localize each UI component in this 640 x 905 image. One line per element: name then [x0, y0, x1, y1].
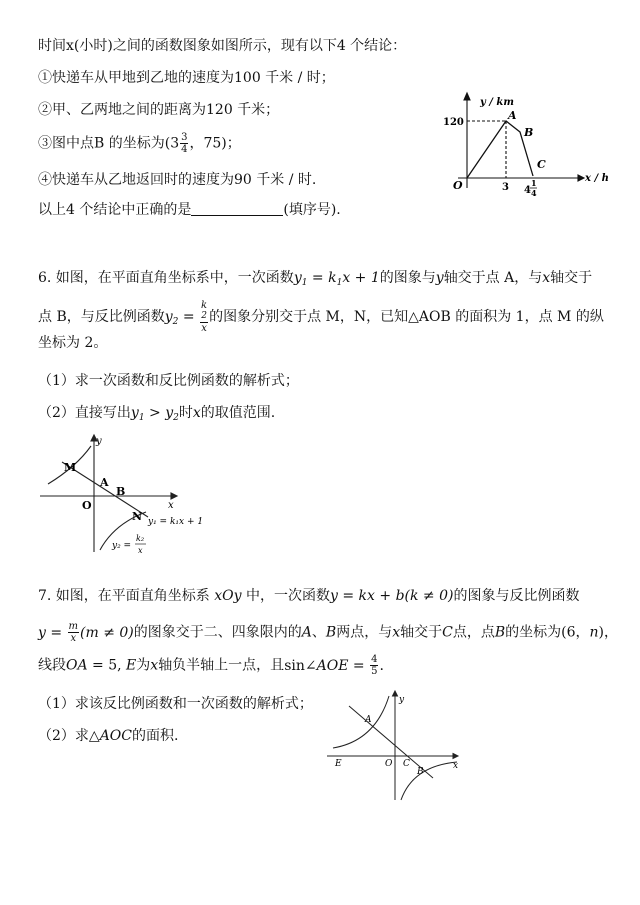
p7-l2-g: )， — [598, 624, 618, 641]
p6-label-A: A — [100, 476, 109, 489]
p5-xtick-4-den: 4 — [531, 188, 537, 198]
p5-y-arrow — [464, 93, 470, 100]
p5-c3-frac-num: 3 — [181, 132, 188, 143]
p7-l2-b: 、 — [311, 624, 326, 641]
p5-question-text: 以上4 个结论中正确的是 — [38, 202, 192, 218]
p6-question-2: （2）直接写出$y_1 > y_2$时x的取值范围. — [38, 405, 276, 423]
p7-l2-f: 的坐标为(6， — [505, 624, 590, 641]
p6-eq-inverse: $y_2$ = k 2 x — [164, 300, 208, 334]
p7-eq-linear: y = kx + b(k ≠ 0) — [330, 588, 454, 604]
p6-q2-b: 时 — [178, 405, 193, 421]
p6-x-arrow — [171, 493, 177, 499]
p5-xtick-4-int: 4 — [524, 185, 531, 196]
p6-label-y: y — [96, 436, 102, 447]
p5-intro: 时间x(小时)之间的函数图象如图所示，现有以下4 个结论： — [38, 38, 407, 54]
p5-conclusion-4: ④快递车从乙地返回时的速度为90 千米 / 时. — [38, 172, 317, 188]
p7-l2-e: 点，点 — [452, 624, 495, 641]
p7-q2-a: （2）求△ — [38, 728, 100, 744]
p7-l1-c: 的图象与反比例函数 — [453, 588, 580, 604]
p6-eq-linear: $y_1 = k_1x + 1$ — [293, 270, 380, 288]
p7-label-E: E — [335, 759, 342, 769]
p6-curve-label-den: x — [138, 546, 143, 555]
p7-l2-a: 的图象交于二、四象限内的 — [133, 624, 302, 641]
p7-q2-b: 的面积. — [132, 728, 179, 744]
p7-sin-eq: sin∠AOE = $\frac{4}{5}$ . — [284, 654, 384, 677]
p7-label-C: C — [403, 759, 410, 769]
p7-x-arrow — [453, 754, 458, 759]
p7-l1-b: 中，一次函数 — [246, 588, 331, 604]
p6-line-1: 6. 如图，在平面直角坐标系中，一次函数$y_1 = k_1x + 1$的图象与y轴交于点 A，与x轴交于 — [38, 270, 593, 288]
p5-c3-pre: ③图中点B 的坐标为(3 — [38, 135, 180, 152]
p5-point-A: A — [508, 109, 517, 122]
p7-question-1: （1）求该反比例函数和一次函数的解析式； — [38, 696, 313, 712]
p5-xtick-3: 3 — [502, 182, 509, 193]
p5-xtick-4-num: 1 — [531, 178, 537, 188]
p7-y-arrow — [393, 691, 398, 696]
p7-eq-inverse: y = $\frac{m}{x}$ (m ≠ 0) — [38, 621, 134, 644]
p5-c3-frac-den: 4 — [181, 144, 188, 155]
p6-curve-label-num: k₂ — [136, 534, 145, 543]
p6-l1-d: 轴交于 — [550, 270, 593, 286]
p5-xlabel: x / h — [585, 173, 609, 184]
p7-l3-c: 轴负半轴上一点，且 — [158, 657, 285, 674]
p6-question-1: （1）求一次函数和反比例函数的解析式； — [38, 373, 299, 389]
p5-c3-fraction — [180, 132, 188, 155]
p7-label-O: O — [385, 759, 393, 769]
p7-l2-c: 两点，与 — [336, 624, 393, 641]
p7-curve-branch-2 — [333, 696, 389, 748]
p5-conclusion-1: ①快递车从甲地到乙地的速度为100 千米 / 时； — [38, 70, 335, 86]
p6-q2-a: （2）直接写出 — [38, 405, 131, 421]
p6-label-x: x — [168, 500, 174, 511]
p5-conclusion-2: ②甲、乙两地之间的距离为120 千米； — [38, 102, 280, 118]
p6-l2-b: 的图象分别交于点 M，N，已知△AOB 的面积为 1，点 M 的纵 — [209, 309, 604, 325]
p5-x-arrow — [578, 175, 584, 181]
p5-answer-blank — [191, 201, 283, 216]
p7-label-B: B — [417, 767, 424, 777]
p7-l2-d: 轴交于 — [400, 624, 443, 641]
p6-label-N: N — [132, 510, 143, 523]
p7-graph — [325, 686, 465, 804]
p5-origin: O — [453, 179, 463, 192]
p6-label-B: B — [116, 485, 126, 498]
p6-l1-c: 轴交于点 A，与 — [443, 270, 543, 286]
p7-label-y: y — [399, 695, 405, 705]
p7-l3-a: 线段 — [38, 657, 66, 674]
p7-l1-a: 7. 如图，在平面直角坐标系 — [38, 588, 210, 604]
p6-l2-a: 点 B，与反比例函数 — [38, 309, 165, 325]
p6-label-M: M — [64, 461, 77, 474]
p6-graph — [36, 432, 206, 557]
p6-line-label: y₁ = k₁x + 1 — [148, 517, 204, 527]
p7-line-2: y = $\frac{m}{x}$ (m ≠ 0)的图象交于二、四象限内的A、B两点，与x轴交于C点，点B的坐标为(6，n)， — [38, 621, 618, 644]
p7-line-3: 线段OA = 5, E为x轴负半轴上一点，且sin∠AOE = $\frac{4}{5}$ . — [38, 654, 384, 677]
p6-l1-a: 6. 如图，在平面直角坐标系中，一次函数 — [38, 270, 294, 286]
p7-l3-b: 为 — [136, 657, 151, 674]
p5-c3-post: ，75)； — [189, 135, 241, 152]
p6-curve-label: y₂ = — [112, 541, 132, 551]
p5-graph — [438, 88, 613, 198]
p5-question — [38, 200, 341, 220]
p5-question-tail: (填序号). — [283, 202, 341, 218]
p5-point-C: C — [537, 158, 546, 171]
p7-label-x: x — [453, 761, 459, 771]
p5-ylabel: y / km — [480, 97, 514, 108]
p6-l1-b: 的图象与 — [379, 270, 436, 286]
p7-label-A: A — [365, 715, 372, 725]
p6-q2-c: 的取值范围. — [200, 405, 276, 421]
p7-question-2: （2）求△AOC的面积. — [38, 728, 179, 744]
p5-ytick-120: 120 — [443, 117, 464, 128]
p5-point-B: B — [524, 126, 534, 139]
p6-line-2 — [38, 300, 604, 334]
p6-inequality: $y_1 > y_2$ — [130, 405, 179, 423]
p7-line-1: 7. 如图，在平面直角坐标系 xOy 中，一次函数y = kx + b(k ≠ 0)的图象与反比例函数 — [38, 588, 580, 604]
p6-label-O: O — [82, 499, 92, 512]
p5-conclusion-3 — [38, 132, 241, 155]
p6-line-3: 坐标为 2。 — [38, 335, 108, 351]
